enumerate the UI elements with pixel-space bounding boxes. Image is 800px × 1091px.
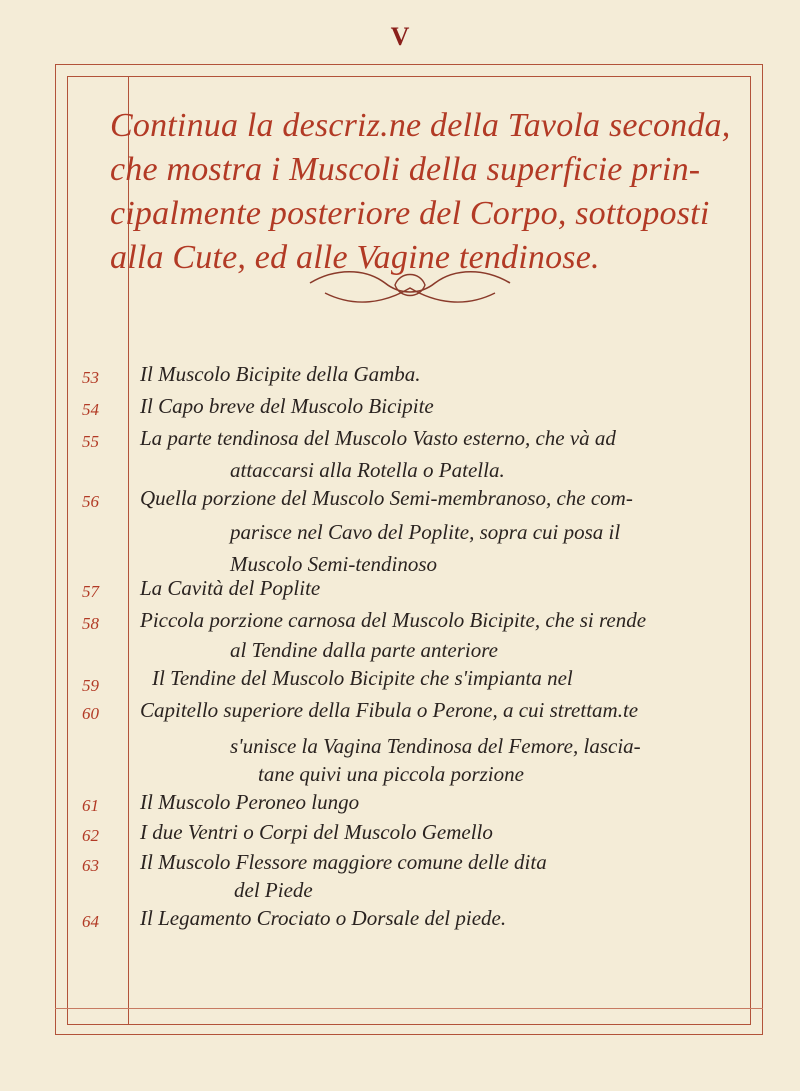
entry-line: Il Muscolo Flessore maggiore comune delle dita	[140, 850, 547, 874]
entry-line: Capitello superiore della Fibula o Perone, a cui strettam.te	[140, 698, 639, 722]
entry-line: La Cavità del Poplite	[140, 576, 321, 600]
bottom-rule	[55, 1008, 763, 1009]
entry-number: 57	[82, 582, 99, 601]
entry-number: 63	[82, 856, 99, 875]
entry-number: 54	[82, 400, 99, 419]
entry-line: Il Capo breve del Muscolo Bicipite	[140, 394, 434, 418]
entry-line: Piccola porzione carnosa del Muscolo Bicipite, che si rende	[140, 608, 647, 632]
entry-line: del Piede	[234, 878, 313, 902]
title-line: Continua la descriz.ne della Tavola seconda,	[110, 107, 731, 144]
title-line: cipalmente posteriore del Corpo, sottoposti	[110, 195, 710, 232]
entry-number: 58	[82, 614, 99, 633]
entry-number: 56	[82, 492, 99, 511]
title-line: alla Cute, ed alle Vagine tendinose.	[110, 239, 600, 276]
entry-line: Quella porzione del Muscolo Semi-membranoso, che com-	[140, 486, 633, 510]
entry-number: 64	[82, 912, 99, 931]
entry-number: 62	[82, 826, 99, 845]
entry-line: s'unisce la Vagina Tendinosa del Femore, lascia-	[230, 734, 641, 758]
entry-line: tane quivi una piccola porzione	[258, 762, 524, 786]
entry-line: Il Legamento Crociato o Dorsale del piede.	[140, 906, 507, 930]
entry-line: Muscolo Semi-tendinoso	[230, 552, 438, 576]
page-title	[110, 104, 750, 280]
folio-number: V	[390, 22, 410, 51]
entry-number: 55	[82, 432, 99, 451]
entry-number: 60	[82, 704, 99, 723]
entry-line: attaccarsi alla Rotella o Patella.	[230, 458, 505, 482]
entry-line: Il Muscolo Peroneo lungo	[140, 790, 360, 814]
title-line: che mostra i Muscoli della superficie prin-	[110, 151, 701, 188]
entry-line: I due Ventri o Corpi del Muscolo Gemello	[140, 820, 493, 844]
entry-number: 59	[82, 676, 99, 695]
entry-number: 53	[82, 368, 99, 387]
entry-line: Il Muscolo Bicipite della Gamba.	[140, 362, 421, 386]
flourish-ornament	[305, 263, 515, 313]
entry-line: parisce nel Cavo del Poplite, sopra cui posa il	[230, 520, 621, 544]
entry-number: 61	[82, 796, 99, 815]
entry-line: La parte tendinosa del Muscolo Vasto esterno, che và ad	[140, 426, 616, 450]
entry-line: al Tendine dalla parte anteriore	[230, 638, 498, 662]
entry-line: Il Tendine del Muscolo Bicipite che s'impianta nel	[152, 666, 573, 690]
